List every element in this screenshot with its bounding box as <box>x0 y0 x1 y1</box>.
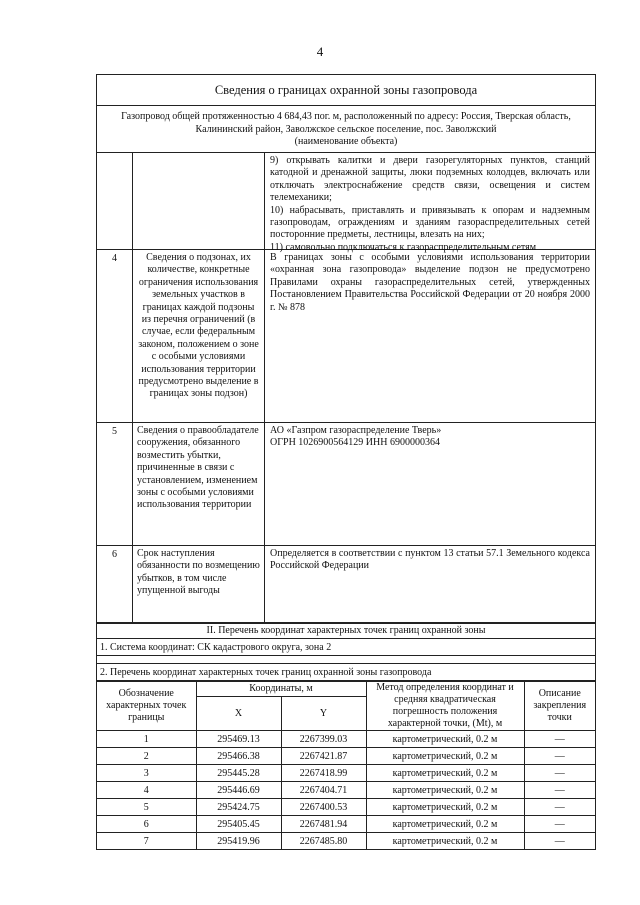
coordinates-section <box>96 622 596 850</box>
object-description-line1: Газопровод общей протяженностью 4 684,43 пог. м, расположенный по адресу: Россия, Тверская область, <box>121 111 571 122</box>
x-cell: 295405.45 <box>196 816 281 833</box>
table-row <box>97 782 595 799</box>
table-row <box>97 731 595 748</box>
table-row <box>97 833 595 850</box>
method-cell: картометрический, 0.2 м <box>366 833 524 850</box>
table-row <box>97 816 595 833</box>
point-cell: 2 <box>97 748 196 765</box>
x-cell: 295419.96 <box>196 833 281 850</box>
restriction-item-11: 11) самовольно подключаться к газораспределительным сетям <box>270 241 537 253</box>
header-coords: Координаты, м <box>196 682 366 697</box>
row-text <box>265 153 595 253</box>
coordinates-table <box>97 681 595 849</box>
x-cell: 295446.69 <box>196 782 281 799</box>
point-cell: 1 <box>97 731 196 748</box>
description-cell: — <box>524 816 595 833</box>
y-cell: 2267485.80 <box>281 833 366 850</box>
row-text: Определяется в соответствии с пунктом 13 статьи 57.1 Земельного кодекса Российской Федерации <box>270 548 590 572</box>
method-cell: картометрический, 0.2 м <box>366 731 524 748</box>
owner-name: АО «Газпром газораспределение Тверь» <box>270 425 442 436</box>
zone-info-table <box>96 74 596 624</box>
description-cell: — <box>524 731 595 748</box>
y-cell: 2267400.53 <box>281 799 366 816</box>
x-cell: 295424.75 <box>196 799 281 816</box>
point-cell: 7 <box>97 833 196 850</box>
row-text: В границах зоны с особыми условиями использования территории «охранная зона газопровода» выделение подзон не предусмотрено Правилами охраны газораспределительных сетей, утвержденных Постановлением Правительства Российской Федерации от 20 ноября 2000 г. № 878 <box>270 252 590 313</box>
row-label: Сведения о правообладателе сооружения, обязанного возместить убытки, причиненные в связи с установлением, изменением зоны с особыми условиями использования территории <box>133 423 265 545</box>
row-label: Срок наступления обязанности по возмещению убытков, в том числе упущенной выгоды <box>133 546 265 623</box>
row-number: 4 <box>97 250 133 422</box>
table-row <box>97 546 595 624</box>
object-description-caption: (наименование объекта) <box>294 136 398 147</box>
section-title: Сведения о границах охранной зоны газопровода <box>97 75 595 106</box>
x-cell: 295466.38 <box>196 748 281 765</box>
header-x: X <box>196 697 281 731</box>
table-row <box>97 799 595 816</box>
point-cell: 6 <box>97 816 196 833</box>
method-cell: картометрический, 0.2 м <box>366 765 524 782</box>
owner-ids: ОГРН 1026900564129 ИНН 6900000364 <box>270 437 440 449</box>
description-cell: — <box>524 748 595 765</box>
restriction-item-10: 10) набрасывать, приставлять и привязывать к опорам и надземным газопроводам, ограждениям и зданиям газораспределительных сетей посторонние предметы, лестницы, влезать на них; <box>270 204 590 241</box>
description-cell: — <box>524 799 595 816</box>
header-point: Обозначение характерных точек границы <box>97 682 196 731</box>
row-label: Сведения о подзонах, их количестве, конкретные ограничения использования земельных участков в границах каждой подзоны из перечня ограничений (в случае, если федеральным законом, положением о зоне с особыми условиями использования территории предусмотрено выделение в границах зоны подзон) <box>133 250 265 422</box>
page-number: 4 <box>316 44 324 59</box>
method-cell: картометрический, 0.2 м <box>366 799 524 816</box>
header-method: Метод определения координат и средняя квадратическая погрешность положения характерной точки, (Mt), м <box>366 682 524 731</box>
method-cell: картометрический, 0.2 м <box>366 782 524 799</box>
table-row <box>97 423 595 546</box>
x-cell: 295469.13 <box>196 731 281 748</box>
point-cell: 5 <box>97 799 196 816</box>
object-description-line2: Калининский район, Заволжское сельское поселение, пос. Заволжский <box>195 123 497 135</box>
method-cell: картометрический, 0.2 м <box>366 816 524 833</box>
table-row <box>97 765 595 782</box>
coordinate-system: 1. Система координат: СК кадастрового округа, зона 2 <box>97 639 595 656</box>
row-number: 6 <box>97 546 133 623</box>
table-row <box>97 748 595 765</box>
point-cell: 4 <box>97 782 196 799</box>
y-cell: 2267404.71 <box>281 782 366 799</box>
header-y: Y <box>281 697 366 731</box>
header-description: Описание закрепления точки <box>524 682 595 731</box>
coordinates-list-title: 2. Перечень координат характерных точек границ охранной зоны газопровода <box>97 664 595 681</box>
point-cell: 3 <box>97 765 196 782</box>
restriction-item-9: 9) открывать калитки и двери газорегуляторных пунктов, станций катодной и дренажной защиты, люки подземных колодцев, включать или отключать электроснабжение средств связи, освещения и систем телемеханики; <box>270 155 590 204</box>
row-label <box>133 153 265 249</box>
spacer-row <box>97 656 595 664</box>
y-cell: 2267481.94 <box>281 816 366 833</box>
object-description <box>97 106 595 153</box>
coordinates-heading: II. Перечень координат характерных точек границ охранной зоны <box>97 623 595 639</box>
row-number: 5 <box>97 423 133 545</box>
y-cell: 2267421.87 <box>281 748 366 765</box>
description-cell: — <box>524 765 595 782</box>
table-header-row <box>97 682 595 697</box>
description-cell: — <box>524 833 595 850</box>
table-row-continued <box>97 153 595 253</box>
x-cell: 295445.28 <box>196 765 281 782</box>
table-row <box>97 250 595 423</box>
y-cell: 2267399.03 <box>281 731 366 748</box>
y-cell: 2267418.99 <box>281 765 366 782</box>
description-cell: — <box>524 782 595 799</box>
method-cell: картометрический, 0.2 м <box>366 748 524 765</box>
row-text <box>265 423 595 545</box>
row-number <box>97 153 133 249</box>
